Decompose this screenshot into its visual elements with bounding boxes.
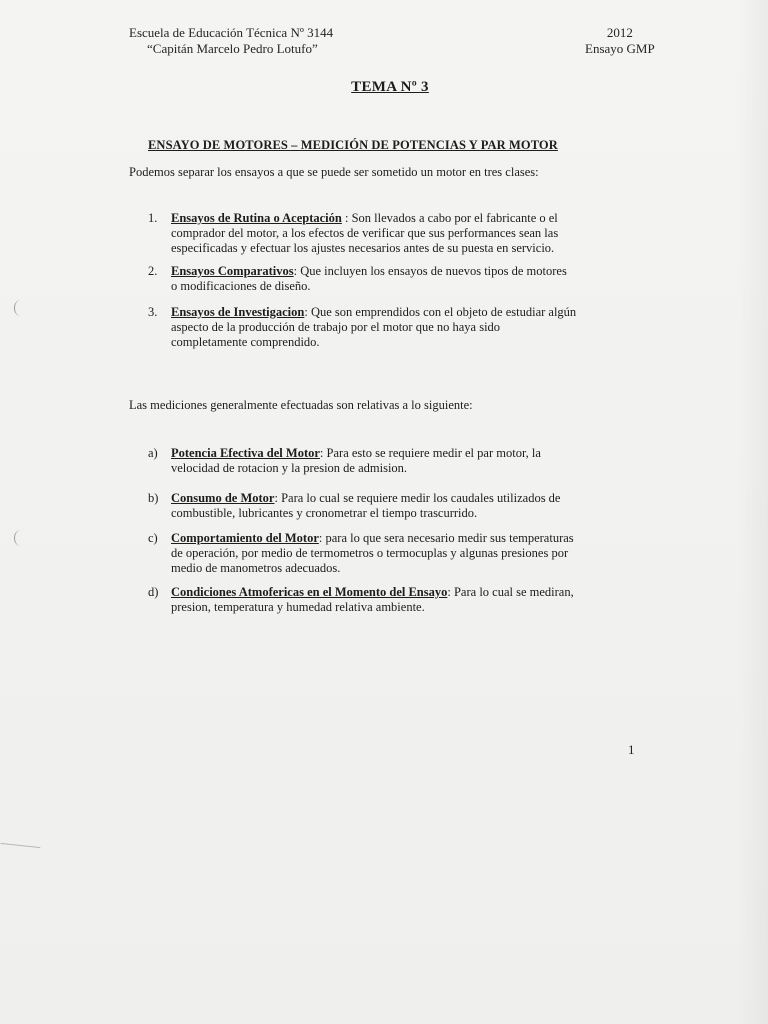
item-term: Condiciones Atmofericas en el Momento del Ensayo [171,585,448,599]
item-term: Ensayos de Investigacion [171,305,305,319]
scan-edge-mark [0,843,40,856]
item-term: Consumo de Motor [171,491,275,505]
measurements-intro: Las mediciones generalmente efectuadas son relativas a lo siguiente: [129,398,473,412]
page-number: 1 [628,742,635,757]
list-item [148,585,618,615]
intro-paragraph: Podemos separar los ensayos a que se puede ser sometido un motor en tres clases: [129,165,539,179]
list-item [148,211,618,256]
item-text-line: para lo que sera necesario medir sus temperaturas [325,531,574,545]
item-term: Comportamiento del Motor [171,531,319,545]
section-subtitle: ENSAYO DE MOTORES – MEDICIÓN DE POTENCIAS Y PAR MOTOR [148,138,558,152]
item-number: 1. [148,211,158,225]
item-text-line: medio de manometros adecuados. [171,561,341,575]
item-letter: c) [148,531,158,545]
item-text-line: Son llevados a cabo por el fabricante o el [351,211,558,225]
punch-hole-mark [14,300,27,316]
course-header [585,25,655,57]
school-patron: “Capitán Marcelo Pedro Lotufo” [147,41,318,56]
item-letter: a) [148,446,158,460]
item-number: 2. [148,264,158,278]
scan-shadow [738,0,768,1024]
item-text-line: completamente comprendido. [171,335,320,349]
item-text-line: aspecto de la producción de trabajo por el motor que no haya sido [171,320,501,334]
course-name: Ensayo GMP [585,41,655,56]
school-header [129,25,333,57]
item-text-line: Que incluyen los ensayos de nuevos tipos de motores [300,264,567,278]
item-term: Ensayos Comparativos [171,264,294,278]
item-separator: : [318,531,326,545]
year: 2012 [606,25,633,40]
item-term: Potencia Efectiva del Motor [171,446,320,460]
item-text-line: Para esto se requiere medir el par motor, la [326,446,541,460]
list-item [148,446,618,476]
item-separator: : [293,264,301,278]
list-item [148,264,618,294]
school-name: Escuela de Educación Técnica Nº 3144 [129,25,334,40]
topic-title-row [0,78,768,96]
item-separator: : [304,305,311,319]
topic-title: TEMA Nº 3 [351,79,429,95]
item-number: 3. [148,305,158,319]
item-separator: : [341,211,352,225]
item-separator: : [447,585,454,599]
list-item [148,531,618,576]
item-text-line: especificadas y efectuar los ajustes necesarios antes de su puesta en servicio. [171,241,555,255]
item-text-line: comprador del motor, a los efectos de verificar que sus performances sean las [171,226,559,240]
list-item [148,305,618,350]
item-text-line: velocidad de rotacion y la presion de admision. [171,461,408,475]
item-term: Ensayos de Rutina o Aceptación [171,211,342,225]
item-text-line: Para lo cual se mediran, [453,585,574,599]
item-text-line: presion, temperatura y humedad relativa ambiente. [171,600,425,614]
list-item [148,491,618,521]
item-text-line: Que son emprendidos con el objeto de estudiar algún [310,305,577,319]
item-text-line: de operación, por medio de termometros o termocuplas y algunas presiones por [171,546,569,560]
item-letter: b) [148,491,159,505]
item-separator: : [319,446,327,460]
item-separator: : [274,491,282,505]
item-letter: d) [148,585,159,599]
item-text-line: o modificaciones de diseño. [171,279,311,293]
item-text-line: Para lo cual se requiere medir los caudales utilizados de [281,491,561,505]
punch-hole-mark [14,530,27,546]
item-text-line: combustible, lubricantes y cronometrar el tiempo trascurrido. [171,506,478,520]
